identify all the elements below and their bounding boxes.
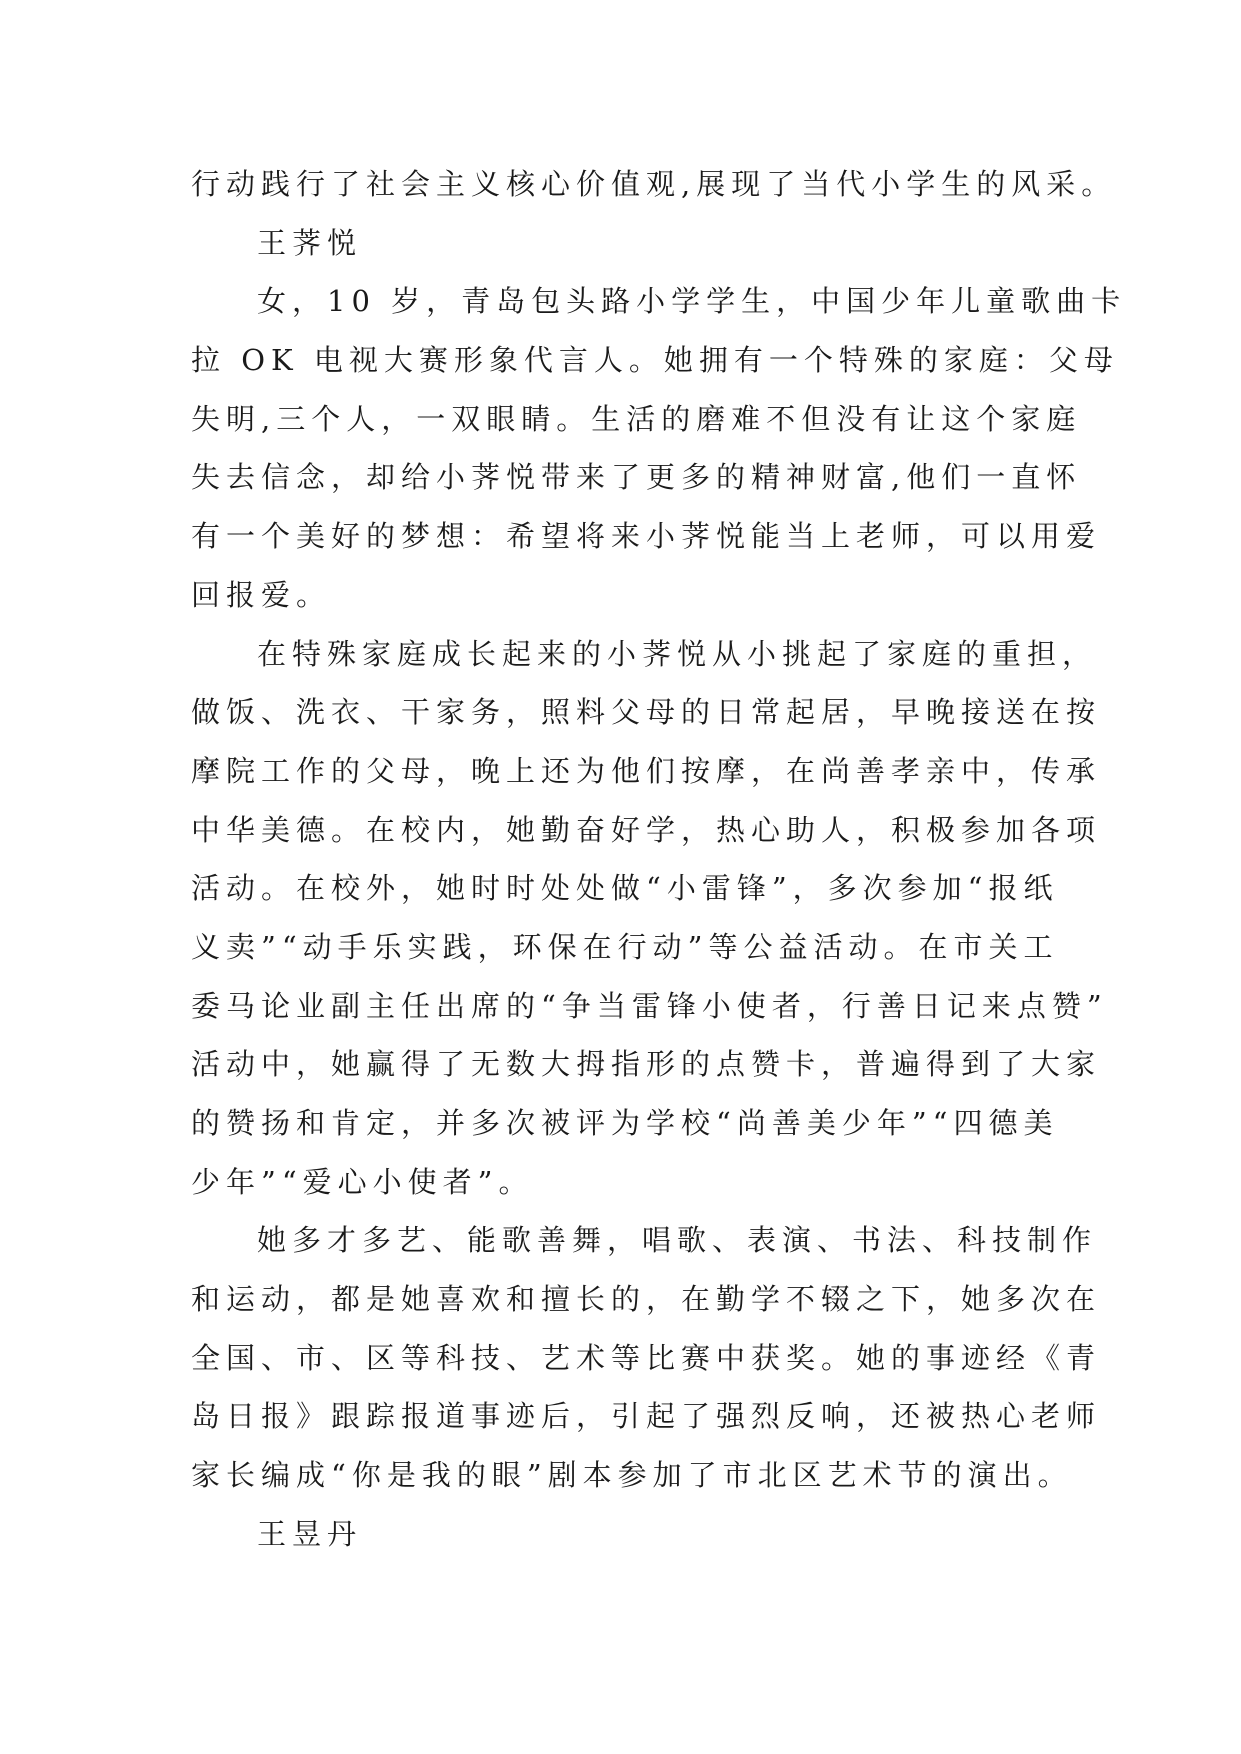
text-line: 少年”“爱心小使者”。	[191, 1164, 534, 1199]
text-line: 失明,三个人，一双眼睛。生活的磨难不但没有让这个家庭	[191, 401, 1082, 436]
text-line: 女，10 岁，青岛包头路小学学生，中国少年儿童歌曲卡	[257, 284, 1127, 319]
text-line: 拉 OK 电视大赛形象代言人。她拥有一个特殊的家庭：父母	[191, 343, 1119, 378]
text-line: 家长编成“你是我的眼”剧本参加了市北区艺术节的演出。	[191, 1458, 1073, 1493]
text-line: 行动践行了社会主义核心价值观,展现了当代小学生的风采。	[191, 167, 1117, 201]
document-body	[191, 155, 1127, 1564]
text-line: 的赞扬和肯定，并多次被评为学校“尚善美少年”“四德美	[191, 1106, 1059, 1140]
text-line: 她多才多艺、能歌善舞，唱歌、表演、书法、科技制作	[257, 1223, 1098, 1258]
text-line: 委马论业副主任出席的“争当雷锋小使者，行善日记来点赞”	[191, 988, 1108, 1023]
text-line: 有一个美好的梦想：希望将来小荠悦能当上老师，可以用爱	[191, 519, 1102, 554]
text-line: 和运动，都是她喜欢和擅长的，在勤学不辍之下，她多次在	[191, 1282, 1102, 1317]
text-line: 摩院工作的父母，晚上还为他们按摩，在尚善孝亲中，传承	[191, 753, 1102, 788]
text-line: 回报爱。	[191, 577, 332, 612]
text-line: 活动。在校外，她时时处处做“小雷锋”，多次参加“报纸	[191, 871, 1059, 906]
text-line: 岛日报》跟踪报道事迹后，引起了强烈反响，还被热心老师	[191, 1399, 1102, 1434]
text-line: 在特殊家庭成长起来的小荠悦从小挑起了家庭的重担，	[257, 636, 1098, 671]
text-line: 全国、市、区等科技、艺术等比赛中获奖。她的事迹经《青	[191, 1340, 1102, 1375]
person-name-heading: 王荠悦	[257, 225, 363, 260]
text-line: 义卖”“动手乐实践，环保在行动”等公益活动。在市关工	[191, 929, 1059, 964]
person-name-heading: 王昱丹	[257, 1516, 363, 1551]
text-line: 失去信念，却给小荠悦带来了更多的精神财富,他们一直怀	[191, 460, 1082, 495]
text-line: 活动中，她赢得了无数大拇指形的点赞卡，普遍得到了大家	[191, 1047, 1102, 1082]
text-line: 做饭、洗衣、干家务，照料父母的日常起居，早晚接送在按	[191, 695, 1102, 730]
text-line: 中华美德。在校内，她勤奋好学，热心助人，积极参加各项	[191, 812, 1102, 847]
